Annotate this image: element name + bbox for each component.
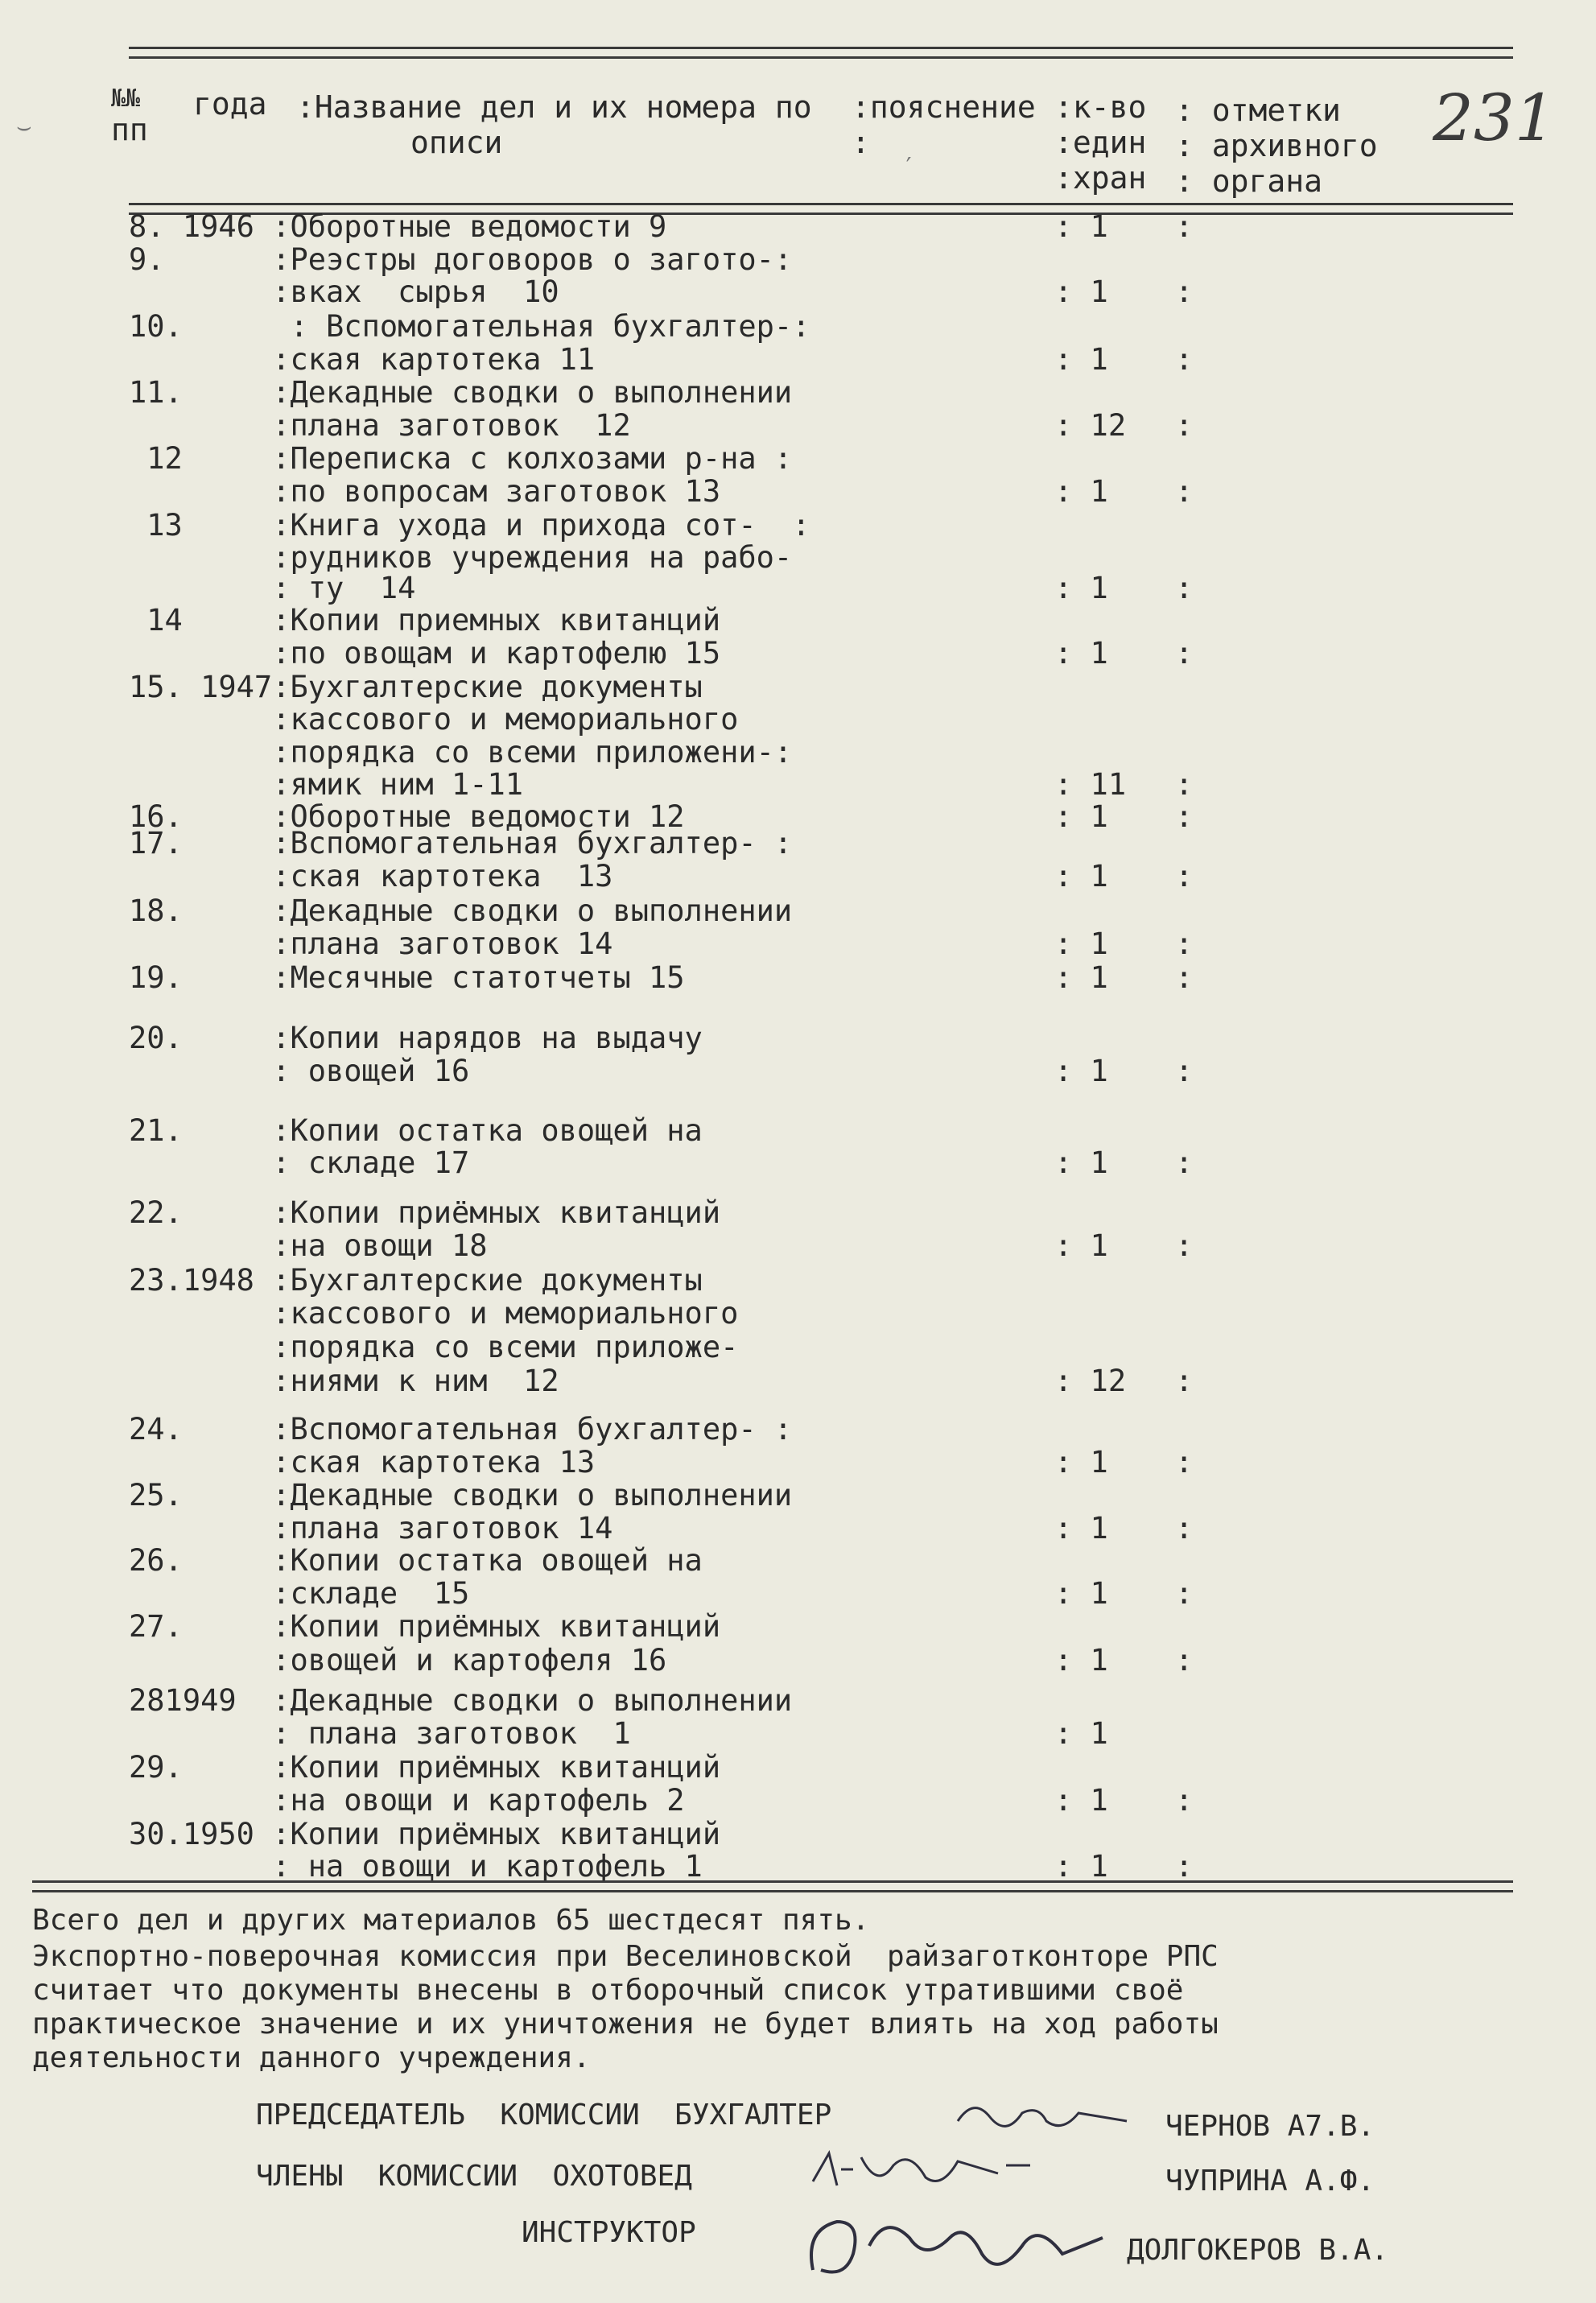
row-text: :ская картотека 13 — [129, 1445, 596, 1480]
signature-name-instructor: ДОЛГОКЕРОВ В.А. — [1127, 2234, 1389, 2267]
row-marks: : — [1175, 1228, 1194, 1263]
row-quantity: : 1 — [1054, 1716, 1108, 1751]
row-quantity: : 1 — [1054, 1445, 1108, 1480]
row-marks: : — [1175, 859, 1194, 894]
row-quantity: : 1 — [1054, 209, 1108, 244]
row-text: :ская картотека 13 — [129, 859, 613, 894]
row-marks: : — [1175, 274, 1194, 309]
row-marks: : — [1175, 209, 1194, 244]
row-marks: : — [1175, 767, 1194, 802]
row-quantity: : 1 — [1054, 1054, 1108, 1088]
footer-text-line: Экспортно-поверочная комиссия при Веселиновской райзаготконторе РПС — [32, 1940, 1219, 1973]
row-text: :плана заготовок 12 — [129, 408, 631, 443]
row-text: :ямик ним 1-11 — [129, 767, 524, 802]
row-text: :ниями к ним 12 — [129, 1364, 559, 1398]
col-quantity-header-line2: :един — [1054, 125, 1147, 160]
signature-role-instructor: ИНСТРУКТОР — [522, 2216, 696, 2249]
row-quantity: : 1 — [1054, 1643, 1108, 1678]
row-text: :плана заготовок 14 — [129, 1511, 613, 1546]
footer-text-line: практическое значение и их уничтожения не будет влиять на ход работы — [32, 2008, 1219, 2041]
row-marks: : — [1175, 342, 1194, 377]
row-text: : плана заготовок 1 — [129, 1716, 631, 1751]
row-marks: : — [1175, 1576, 1194, 1611]
row-quantity: : 1 — [1054, 342, 1108, 377]
row-marks: : — [1175, 1849, 1194, 1884]
row-marks: : — [1175, 474, 1194, 509]
row-text: :порядка со всеми приложе- — [129, 1330, 739, 1364]
row-quantity: : 1 — [1054, 1511, 1108, 1546]
bottom-double-rule — [32, 1880, 1513, 1892]
col-title-header-line2: описи — [410, 125, 503, 160]
row-marks: : — [1175, 1511, 1194, 1546]
row-text: 27. :Копии приёмных квитанций — [129, 1609, 721, 1644]
row-text: 22. :Копии приёмных квитанций — [129, 1195, 721, 1230]
row-quantity: : 12 — [1054, 1364, 1127, 1398]
row-quantity: : 1 — [1054, 636, 1108, 671]
row-marks: : — [1175, 1783, 1194, 1818]
row-text: 10. : Вспомогательная бухгалтер-: — [129, 309, 810, 344]
col-marks-header-line2: : архивного — [1175, 128, 1378, 163]
row-marks: : — [1175, 1643, 1194, 1678]
row-text: : на овощи и картофель 1 — [129, 1849, 703, 1884]
row-text: 17. :Вспомогательная бухгалтер- : — [129, 826, 793, 861]
row-text: :на овощи 18 — [129, 1228, 488, 1263]
handwritten-signature-chairman — [950, 2089, 1143, 2145]
page-number-handwritten: 231 — [1433, 80, 1556, 155]
signature-role-chairman: ПРЕДСЕДАТЕЛЬ КОМИССИИ БУХГАЛТЕР — [256, 2099, 832, 2132]
row-text: :порядка со всеми приложени-: — [129, 735, 793, 770]
row-quantity: : 1 — [1054, 1145, 1108, 1180]
row-text: 24. :Вспомогательная бухгалтер- : — [129, 1412, 793, 1447]
row-text: : ту 14 — [129, 571, 416, 605]
row-text: : овощей 16 — [129, 1054, 470, 1088]
row-text: 20. :Копии нарядов на выдачу — [129, 1021, 703, 1055]
margin-mark-icon: ⌣ — [16, 113, 32, 141]
signature-role-members: ЧЛЕНЫ КОМИССИИ ОХОТОВЕД — [256, 2160, 692, 2193]
row-quantity: : 1 — [1054, 571, 1108, 605]
row-text: 23.1948 :Бухгалтерские документы — [129, 1263, 703, 1298]
col-number-header-line2: пп — [111, 112, 148, 147]
row-text: :по овощам и картофелю 15 — [129, 636, 721, 671]
row-text: 281949 :Декадные сводки о выполнении — [129, 1683, 793, 1718]
row-text: :кассового и мемориального — [129, 1296, 739, 1331]
row-quantity: : 1 — [1054, 474, 1108, 509]
row-text: :складе 15 — [129, 1576, 470, 1611]
row-marks: : — [1175, 1364, 1194, 1398]
row-text: 16. :Оборотные ведомости 12 — [129, 799, 685, 834]
col-title-header-line1: :Название дел и их номера по — [296, 89, 812, 125]
top-double-rule — [129, 47, 1513, 59]
handwritten-signature-instructor — [797, 2198, 1135, 2294]
row-quantity: : 1 — [1054, 274, 1108, 309]
row-text: 12 :Переписка с колхозами р-на : — [129, 441, 793, 476]
row-text: : складе 17 — [129, 1145, 470, 1180]
row-marks: : — [1175, 636, 1194, 671]
row-quantity: : 1 — [1054, 1228, 1108, 1263]
row-quantity: : 11 — [1054, 767, 1127, 802]
handwritten-signature-member — [805, 2141, 1046, 2206]
row-marks: : — [1175, 927, 1194, 961]
row-text: :ская картотека 11 — [129, 342, 596, 377]
row-text: 11. :Декадные сводки о выполнении — [129, 375, 793, 410]
row-marks: : — [1175, 408, 1194, 443]
row-quantity: : 1 — [1054, 859, 1108, 894]
row-text: :плана заготовок 14 — [129, 927, 613, 961]
signature-name-chairman: ЧЕРНОВ А7.В. — [1165, 2110, 1375, 2143]
row-text: :на овощи и картофель 2 — [129, 1783, 685, 1818]
row-text: 8. 1946 :Оборотные ведомости 9 — [129, 209, 667, 244]
footer-text-line: деятельности данного учреждения. — [32, 2041, 591, 2074]
row-text: 14 :Копии приемных квитанций — [129, 603, 721, 638]
row-marks: : — [1175, 960, 1194, 995]
row-text: 9. :Реэстры договоров о загото-: — [129, 242, 793, 277]
row-marks: : — [1175, 799, 1194, 834]
col-quantity-header-line1: :к-во — [1054, 89, 1147, 125]
row-text: :овощей и картофеля 16 — [129, 1643, 667, 1678]
col-quantity-header-line3: :хран — [1054, 160, 1147, 196]
row-quantity: : 1 — [1054, 1576, 1108, 1611]
row-quantity: : 1 — [1054, 960, 1108, 995]
row-quantity: : 1 — [1054, 1783, 1108, 1818]
col-year-header: года — [193, 86, 267, 122]
row-text: 30.1950 :Копии приёмных квитанций — [129, 1817, 721, 1851]
col-number-header-line1: №№ — [111, 85, 141, 113]
row-text: :вках сырья 10 — [129, 274, 559, 309]
margin-mark-icon: ′ — [901, 153, 917, 181]
row-quantity: : 12 — [1054, 408, 1127, 443]
row-marks: : — [1175, 1445, 1194, 1480]
row-text: 29. :Копии приёмных квитанций — [129, 1750, 721, 1785]
row-marks: : — [1175, 1054, 1194, 1088]
col-note-header: :пояснение — [852, 89, 1036, 125]
row-text: :кассового и мемориального — [129, 702, 739, 737]
row-text: 18. :Декадные сводки о выполнении — [129, 894, 793, 928]
col-marks-header-line1: : отметки — [1175, 93, 1341, 128]
row-text: 15. 1947:Бухгалтерские документы — [129, 670, 703, 704]
col-marks-header-line3: : органа — [1175, 163, 1323, 199]
footer-text-line: считает что документы внесены в отборочный список утратившими своё — [32, 1974, 1184, 2007]
footer-total-line: Всего дел и других материалов 65 шестдесят пять. — [32, 1904, 870, 1937]
row-text: 13 :Книга ухода и прихода сот- : — [129, 508, 810, 543]
signature-name-member: ЧУПРИНА А.Ф. — [1165, 2165, 1375, 2198]
row-marks: : — [1175, 571, 1194, 605]
row-quantity: : 1 — [1054, 927, 1108, 961]
row-text: :рудников учреждения на рабо- — [129, 540, 793, 575]
row-text: 19. :Месячные статотчеты 15 — [129, 960, 685, 995]
row-text: 25. :Декадные сводки о выполнении — [129, 1478, 793, 1513]
row-text: :по вопросам заготовок 13 — [129, 474, 721, 509]
row-text: 26. :Копии остатка овощей на — [129, 1543, 703, 1578]
row-text: 21. :Копии остатка овощей на — [129, 1113, 703, 1148]
row-quantity: : 1 — [1054, 799, 1108, 834]
col-note-header-separator: : — [852, 125, 870, 160]
row-quantity: : 1 — [1054, 1849, 1108, 1884]
row-marks: : — [1175, 1145, 1194, 1180]
